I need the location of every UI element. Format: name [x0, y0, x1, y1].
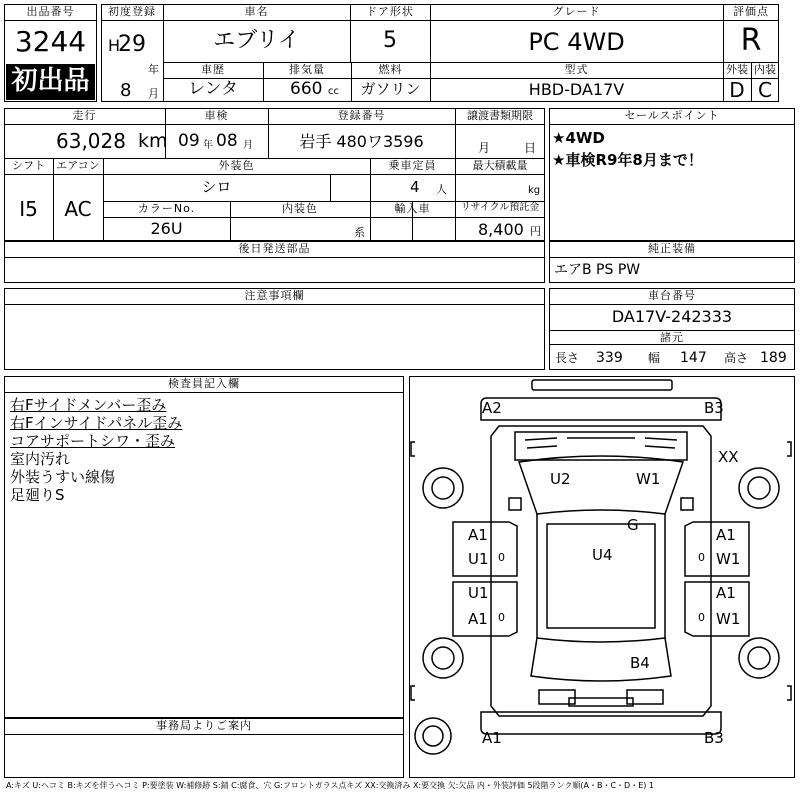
transfer-day: 日: [524, 141, 537, 155]
caution-label: 注意事項欄: [244, 289, 305, 302]
code-glass: G: [627, 516, 639, 534]
color-no-value: 26U: [150, 219, 183, 238]
dims-label: 諸元: [660, 331, 684, 344]
shift-value: I5: [19, 197, 38, 221]
code-bonnet-right: W1: [636, 470, 661, 488]
mileage-value: 63,028: [56, 129, 126, 153]
inspection-label: 車検: [204, 109, 229, 122]
reg-year: 29: [118, 32, 146, 57]
sales-points-box: [549, 108, 795, 241]
code-lf-door-top: A1: [468, 526, 488, 544]
code-lf-door-zero: 0: [498, 551, 505, 564]
history-label: 車歴: [201, 63, 225, 76]
chassis-value: DA17V-242333: [611, 307, 733, 326]
disp-value: 660: [290, 79, 323, 99]
capacity-label: 乗車定員: [388, 159, 437, 172]
inspector-line: 足廻りS: [10, 486, 65, 504]
fuel-label: 燃料: [378, 63, 403, 76]
load-label: 最大積載量: [472, 159, 528, 172]
fuel-value: ガソリン: [360, 80, 421, 98]
length-value: 339: [596, 350, 623, 366]
code-rear-bumper-left: A1: [482, 729, 502, 747]
insp-year: 09: [178, 131, 200, 151]
door-label: ドア形状: [366, 5, 414, 18]
insp-month-unit: 月: [243, 140, 253, 151]
genuine-value: エアB PS PW: [554, 262, 641, 278]
code-rear-bumper-right: B3: [704, 729, 724, 747]
era: H: [108, 36, 121, 55]
code-rear: B4: [630, 654, 650, 672]
color-value: シロ: [201, 178, 232, 196]
chassis-label: 車台番号: [648, 289, 696, 302]
interior-color-label: 内装色: [282, 202, 318, 215]
interior-unit: 系: [354, 226, 365, 239]
int-label: 内装: [754, 63, 776, 76]
height-value: 189: [760, 350, 787, 366]
inspector-line: コアサポートシワ・歪み: [10, 432, 176, 450]
code-right-front-tire: XX: [718, 448, 739, 466]
color-label: 外装色: [218, 159, 255, 172]
reg-year-unit: 年: [148, 63, 159, 76]
transfer-month: 月: [478, 141, 491, 155]
reg-month: 8: [120, 80, 132, 101]
code-lr-door-top: U1: [468, 584, 489, 602]
width-value: 147: [680, 350, 707, 366]
reg-month-unit: 月: [148, 87, 159, 100]
code-roof: U4: [592, 546, 613, 564]
int-score: C: [758, 78, 772, 102]
inspector-label: 検査員記入欄: [168, 377, 240, 390]
ac-value: AC: [64, 197, 92, 221]
sales-label: セールスポイント: [624, 109, 720, 122]
ac-label: エアコン: [56, 159, 100, 172]
door-value: 5: [383, 28, 397, 53]
height-label: 高さ: [724, 351, 749, 365]
load-unit: kg: [528, 185, 541, 196]
disp-unit: cc: [328, 86, 339, 97]
reg-no-value: 岩手 480ワ3596: [299, 132, 424, 151]
code-rr-door-top: A1: [716, 584, 736, 602]
first-reg-label: 初度登録: [108, 5, 156, 18]
code-rf-door-bottom: W1: [716, 550, 741, 568]
disp-label: 排気量: [289, 63, 325, 76]
mileage-label: 走行: [72, 109, 97, 122]
grade-value: PC 4WD: [528, 28, 625, 56]
length-label: 長さ: [555, 351, 580, 365]
color-no-label: カラーNo.: [137, 202, 196, 215]
code-rr-door-zero: 0: [698, 611, 705, 624]
car-name-label: 車名: [244, 5, 269, 18]
inspector-line: 外装うすい線傷: [10, 468, 116, 486]
inspector-line: 右Fサイドメンバー歪み: [10, 396, 167, 414]
width-label: 幅: [648, 351, 661, 365]
code-lf-door-bottom: U1: [468, 550, 489, 568]
insp-month: 08: [216, 131, 238, 151]
history-value: レンタ: [188, 79, 238, 99]
genuine-label: 純正装備: [648, 242, 696, 255]
ext-score: D: [729, 78, 745, 102]
reg-no-label: 登録番号: [337, 109, 386, 122]
first-listing-text: 初出品: [11, 66, 90, 96]
inspector-lines: [10, 396, 400, 504]
car-name: エブリイ: [213, 28, 300, 53]
code-rf-door-top: A1: [716, 526, 736, 544]
code-front-right: B3: [704, 399, 724, 417]
later-parts-label: 後日発送部品: [238, 242, 311, 255]
shift-label: シフト: [12, 159, 45, 172]
code-bonnet-left: U2: [550, 470, 571, 488]
code-lr-door-bottom: A1: [468, 610, 488, 628]
code-rr-door-bottom: W1: [716, 610, 741, 628]
code-lr-door-zero: 0: [498, 611, 505, 624]
mileage-unit: km: [138, 130, 168, 152]
model-value: HBD-DA17V: [528, 80, 625, 99]
sales-point-1: ★4WD: [552, 129, 605, 147]
ext-label: 外装: [726, 63, 748, 76]
capacity-unit: 人: [436, 183, 447, 196]
transfer-label: 譲渡書類期限: [467, 109, 533, 122]
import-label: 輸入車: [394, 202, 431, 215]
insp-year-unit: 年: [203, 140, 213, 151]
capacity-value: 4: [410, 178, 420, 196]
legend: A:キズ U:ヘコミ B:キズを伴うヘコミ P:要塗装 W:補修跡 S:錆 C:腐食、穴 G:フロントガラス点キズ XX:交換済み X:要交換 欠:欠品 内・外装評価 5段階ランク順(A・B・C・D・E) 1: [6, 781, 655, 790]
sales-point-2: ★車検R9年8月まで！: [552, 151, 703, 169]
office-label: 事務局よりご案内: [156, 719, 252, 732]
code-front-left: A2: [482, 399, 502, 417]
inspector-line: 右Fインサイドパネル歪み: [10, 414, 183, 432]
grade-label: グレード: [552, 5, 601, 18]
recycle-unit: 円: [530, 225, 541, 238]
code-rf-door-zero: 0: [698, 551, 705, 564]
score-label: 評価点: [733, 5, 769, 18]
score-value: R: [740, 23, 762, 58]
lot-number: 3244: [14, 25, 87, 58]
inspector-line: 室内汚れ: [10, 450, 71, 468]
car-diagram: [409, 376, 795, 778]
recycle-value: 8,400: [478, 220, 524, 239]
lot-label: 出品番号: [26, 5, 75, 18]
model-label: 型式: [564, 63, 589, 76]
recycle-label: リサイクル預託金: [460, 202, 540, 213]
